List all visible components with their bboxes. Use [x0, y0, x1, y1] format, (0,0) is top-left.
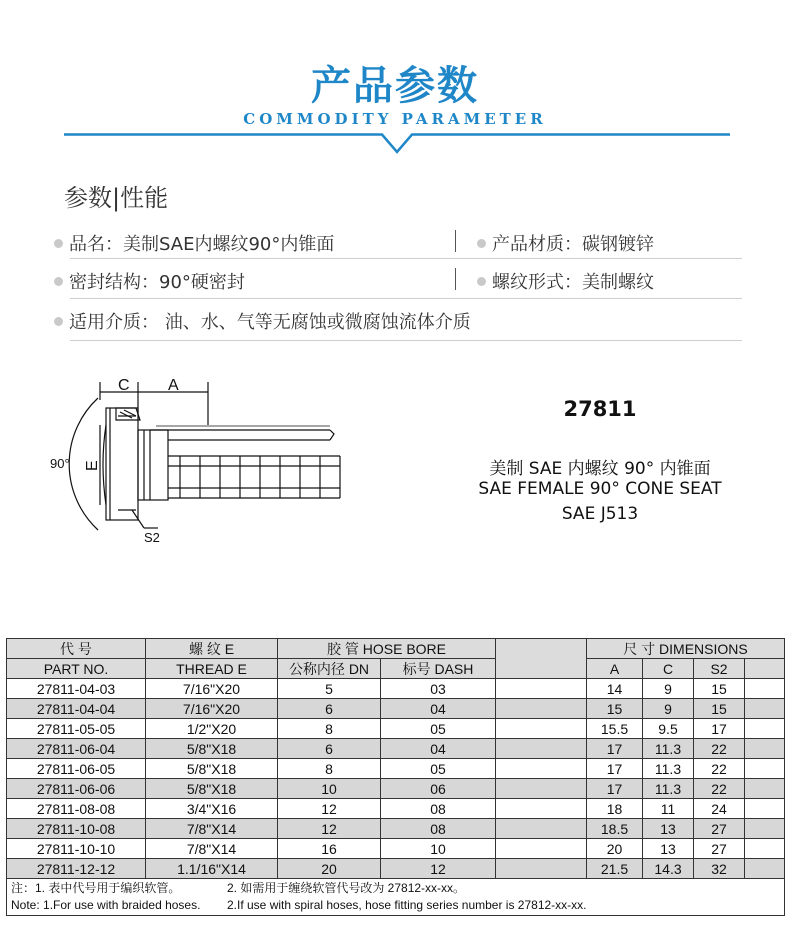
header-thread-en: THREAD E	[146, 659, 278, 679]
note-cn-2: 2. 如需用于缠绕软管代号改为 27812-xx-xx。	[227, 881, 466, 895]
cell-blank	[745, 759, 785, 779]
cell-dn: 8	[278, 719, 381, 739]
cell-thread: 5/8"X18	[146, 779, 278, 799]
spec-separator	[455, 268, 456, 290]
cell-part: 27811-08-08	[7, 799, 146, 819]
note-cn-1: 注：1. 表中代号用于编织软管。	[11, 881, 181, 895]
spec-separator	[455, 230, 456, 252]
cell-blank	[745, 679, 785, 699]
table-row	[7, 719, 785, 739]
cell-part: 27811-04-04	[7, 699, 146, 719]
cell-a: 18.5	[587, 819, 643, 839]
cell-c: 11.3	[643, 779, 694, 799]
cell-a: 14	[587, 679, 643, 699]
cell-dn: 20	[278, 859, 381, 879]
cell-dn: 12	[278, 819, 381, 839]
section-title: 参数|性能	[64, 184, 169, 212]
cell-c: 9.5	[643, 719, 694, 739]
spec-product-name: 品名：美制SAE内螺纹90°内锥面	[54, 230, 334, 256]
table-header-row	[7, 659, 785, 679]
cell-part: 27811-06-06	[7, 779, 146, 799]
cell-a: 17	[587, 759, 643, 779]
cell-dash: 08	[381, 819, 496, 839]
angle-label: 90°	[50, 456, 70, 471]
product-code: 27811	[563, 397, 637, 421]
cell-a: 20	[587, 839, 643, 859]
cell-dash: 10	[381, 839, 496, 859]
spec-material: 产品材质：碳钢镀锌	[477, 230, 654, 256]
cell-c: 14.3	[643, 859, 694, 879]
cell-s2: 15	[694, 679, 745, 699]
cell-blank	[745, 819, 785, 839]
product-desc-cn: 美制 SAE 内螺纹 90° 内锥面	[489, 459, 711, 479]
cell-part: 27811-12-12	[7, 859, 146, 879]
cell-c: 11.3	[643, 739, 694, 759]
spec-thread: 螺纹形式：美制螺纹	[477, 268, 654, 294]
cell-dash: 04	[381, 699, 496, 719]
row-divider	[70, 298, 742, 299]
cell-blank	[745, 739, 785, 759]
cell-s2: 27	[694, 839, 745, 859]
cell-dash: 08	[381, 799, 496, 819]
bullet-icon	[54, 317, 63, 326]
table-note-row	[7, 879, 785, 916]
header-dn: 公称内径 DN	[278, 659, 381, 679]
cell-thread: 1/2"X20	[146, 719, 278, 739]
cell-a: 15	[587, 699, 643, 719]
row-divider	[70, 340, 742, 341]
fitting-drawing	[40, 370, 360, 545]
cell-blank	[496, 699, 587, 719]
table-body	[7, 679, 785, 879]
cell-s2: 24	[694, 799, 745, 819]
cell-blank	[496, 819, 587, 839]
cell-dn: 6	[278, 699, 381, 719]
cell-blank	[496, 799, 587, 819]
cell-blank	[496, 839, 587, 859]
table-row	[7, 699, 785, 719]
cell-part: 27811-10-10	[7, 839, 146, 859]
cell-s2: 27	[694, 819, 745, 839]
header-hose: 胶 管 HOSE BORE	[278, 639, 496, 659]
header-blank-end	[745, 659, 785, 679]
header-c: C	[643, 659, 694, 679]
header-dash: 标号 DASH	[381, 659, 496, 679]
cell-dash: 04	[381, 739, 496, 759]
table-row	[7, 679, 785, 699]
cell-thread: 7/16"X20	[146, 699, 278, 719]
cell-blank	[496, 679, 587, 699]
bullet-icon	[477, 239, 486, 248]
spec-media: 适用介质： 油、水、气等无腐蚀或微腐蚀流体介质	[54, 308, 471, 334]
cell-dash: 03	[381, 679, 496, 699]
cell-dn: 6	[278, 739, 381, 759]
header-part-cn: 代 号	[7, 639, 146, 659]
cell-dn: 5	[278, 679, 381, 699]
cell-part: 27811-10-08	[7, 819, 146, 839]
dim-c-label: C	[118, 377, 130, 394]
cell-dash: 06	[381, 779, 496, 799]
table-row	[7, 779, 785, 799]
page-title: 产品参数	[311, 63, 479, 109]
product-standard: SAE J513	[561, 504, 639, 524]
cell-blank	[745, 839, 785, 859]
cell-s2: 32	[694, 859, 745, 879]
header-blank	[496, 639, 587, 679]
cell-dn: 16	[278, 839, 381, 859]
cell-thread: 7/8"X14	[146, 819, 278, 839]
cell-a: 18	[587, 799, 643, 819]
bullet-icon	[477, 277, 486, 286]
cell-blank	[745, 799, 785, 819]
cell-dn: 12	[278, 799, 381, 819]
bullet-icon	[54, 277, 63, 286]
cell-dash: 05	[381, 759, 496, 779]
table-row	[7, 739, 785, 759]
note-en-1: Note: 1.For use with braided hoses.	[11, 898, 201, 912]
cell-thread: 3/4"X16	[146, 799, 278, 819]
header-divider	[64, 133, 730, 163]
page-subtitle: COMMODITY PARAMETER	[243, 110, 547, 128]
cell-c: 9	[643, 679, 694, 699]
cell-blank	[496, 739, 587, 759]
dim-e-label: E	[84, 460, 101, 471]
table-header-row	[7, 639, 785, 659]
cell-thread: 5/8"X18	[146, 759, 278, 779]
cell-s2: 22	[694, 739, 745, 759]
table-row	[7, 859, 785, 879]
cell-thread: 7/8"X14	[146, 839, 278, 859]
cell-s2: 17	[694, 719, 745, 739]
header-dimensions: 尺 寸 DIMENSIONS	[587, 639, 785, 659]
table-row	[7, 839, 785, 859]
cell-a: 21.5	[587, 859, 643, 879]
table-note	[7, 879, 785, 916]
header-thread-cn: 螺 纹 E	[146, 639, 278, 659]
cell-a: 15.5	[587, 719, 643, 739]
cell-c: 11	[643, 799, 694, 819]
cell-c: 13	[643, 839, 694, 859]
spec-seal: 密封结构：90°硬密封	[54, 268, 245, 294]
cell-blank	[496, 859, 587, 879]
cell-thread: 1.1/16"X14	[146, 859, 278, 879]
cell-a: 17	[587, 739, 643, 759]
cell-part: 27811-06-05	[7, 759, 146, 779]
table-row	[7, 759, 785, 779]
cell-s2: 15	[694, 699, 745, 719]
dim-a-label: A	[168, 377, 179, 394]
cell-blank	[745, 859, 785, 879]
cell-dn: 10	[278, 779, 381, 799]
cell-dash: 05	[381, 719, 496, 739]
cell-blank	[745, 699, 785, 719]
cell-thread: 5/8"X18	[146, 739, 278, 759]
header-s2: S2	[694, 659, 745, 679]
cell-part: 27811-04-03	[7, 679, 146, 699]
header-part-en: PART NO.	[7, 659, 146, 679]
cell-c: 11.3	[643, 759, 694, 779]
cell-blank	[745, 719, 785, 739]
bullet-icon	[54, 239, 63, 248]
table-row	[7, 819, 785, 839]
cell-blank	[496, 779, 587, 799]
dim-s2-label: S2	[144, 530, 160, 545]
cell-dn: 8	[278, 759, 381, 779]
cell-thread: 7/16"X20	[146, 679, 278, 699]
cell-s2: 22	[694, 759, 745, 779]
cell-blank	[496, 719, 587, 739]
cell-blank	[745, 779, 785, 799]
header-a: A	[587, 659, 643, 679]
cell-c: 9	[643, 699, 694, 719]
row-divider	[70, 258, 742, 259]
cell-c: 13	[643, 819, 694, 839]
cell-part: 27811-05-05	[7, 719, 146, 739]
cell-dash: 12	[381, 859, 496, 879]
cell-s2: 22	[694, 779, 745, 799]
spec-table	[6, 638, 785, 916]
cell-part: 27811-06-04	[7, 739, 146, 759]
note-en-2: 2.If use with spiral hoses, hose fitting series number is 27812-xx-xx.	[227, 898, 587, 912]
product-desc-en: SAE FEMALE 90° CONE SEAT	[478, 479, 722, 499]
cell-a: 17	[587, 779, 643, 799]
table-row	[7, 799, 785, 819]
cell-blank	[496, 759, 587, 779]
